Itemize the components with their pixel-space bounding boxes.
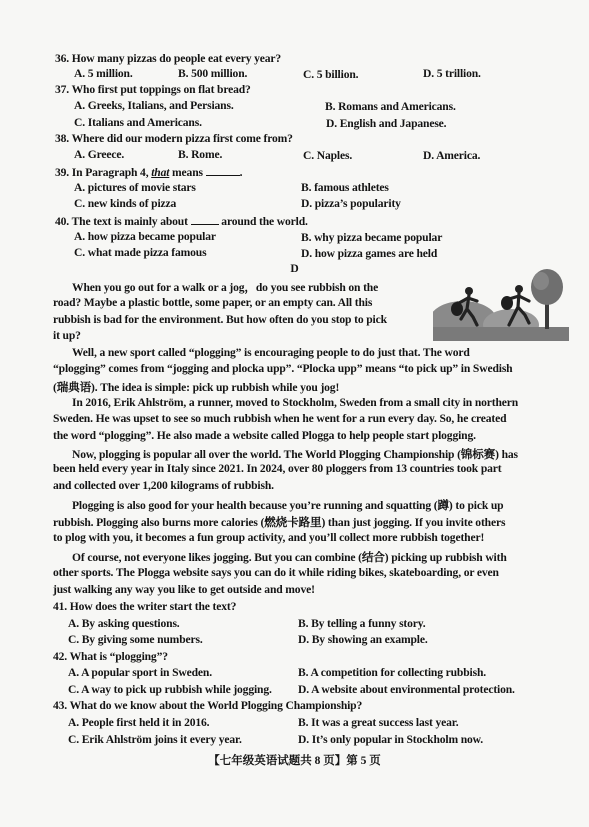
q39-stem-keyword: that [151, 166, 170, 179]
q42-option-b: B. A competition for collecting rubbish. [298, 666, 486, 679]
passage-line: it up? [53, 329, 81, 342]
passage-line: rubbish. Plogging also burns more calories (燃烧卡路里) than just jogging. If you invite others [53, 516, 506, 529]
q37-option-d: D. English and Japanese. [326, 117, 447, 130]
q43-option-d: D. It’s only popular in Stockholm now. [298, 733, 484, 746]
passage-line: just walking any way you like to get outside and move! [53, 583, 315, 596]
q39-option-a: A. pictures of movie stars [74, 181, 196, 194]
q43-option-c: C. Erik Ahlström joins it every year. [68, 733, 242, 746]
page-footer: 【七年级英语试题共 8 页】第 5 页 [208, 755, 381, 767]
q42-option-a: A. A popular sport in Sweden. [68, 666, 212, 679]
q41-option-b: B. By telling a funny story. [298, 617, 426, 630]
passage-line: (瑞典语). The idea is simple: pick up rubbish while you jog! [53, 381, 340, 394]
q40-stem [55, 214, 308, 228]
q37-option-a: A. Greeks, Italians, and Persians. [74, 99, 234, 112]
q43-stem: 43. What do we know about the World Plogging Championship? [53, 699, 363, 712]
q39-stem [55, 165, 242, 179]
passage-line: Of course, not everyone likes jogging. But you can combine (结合) picking up rubbish with [72, 551, 507, 564]
passage-line: Now, plogging is popular all over the world. The World Plogging Championship (锦标赛) has [72, 448, 518, 461]
q40-stem-text-2: around the world. [218, 215, 308, 228]
q40-option-a: A. how pizza became popular [74, 230, 216, 243]
passage-line: In 2016, Erik Ahlström, a runner, moved to Stockholm, Sweden from a small city in northern [72, 396, 519, 409]
q41-option-a: A. By asking questions. [68, 617, 180, 630]
q36-stem: 36. How many pizzas do people eat every year? [55, 52, 282, 65]
q39-option-c: C. new kinds of pizza [74, 197, 177, 210]
q39-option-d: D. pizza’s popularity [301, 197, 401, 210]
answer-blank [206, 165, 240, 176]
passage-line: Plogging is also good for your health because you’re running and squatting (蹲) to pick up [72, 499, 504, 512]
q37-stem: 37. Who first put toppings on flat bread? [55, 83, 251, 96]
q38-option-a: A. Greece. [74, 148, 125, 161]
passage-line: “plogging” comes from “jogging and plocka upp”. “Plocka upp” means “to pick up” in Swedish [53, 362, 513, 375]
q43-option-b: B. It was a great success last year. [298, 716, 459, 729]
passage-line: been held every year in Italy since 2021. In 2024, over 80 ploggers from 13 countries took part [53, 462, 502, 475]
ploggers-illustration [433, 267, 569, 341]
q39-stem-end: . [239, 166, 243, 179]
q40-option-c: C. what made pizza famous [74, 246, 207, 259]
q41-option-d: D. By showing an example. [298, 633, 428, 646]
passage-line: other sports. The Plogga website says you can do it while riding bikes, skateboarding, or even [53, 566, 499, 579]
q38-option-b: B. Rome. [178, 148, 223, 161]
passage-line: rubbish is bad for the environment. But how often do you stop to pick [53, 313, 387, 326]
passage-line: road? Maybe a plastic bottle, some paper, or an empty can. All this [53, 296, 373, 309]
q42-stem: 42. What is “plogging”? [53, 650, 168, 663]
q40-stem-text: 40. The text is mainly about [55, 215, 191, 228]
q38-option-d: D. America. [423, 149, 481, 162]
q36-option-b: B. 500 million. [178, 67, 248, 80]
section-label: D [290, 262, 299, 275]
answer-blank [191, 214, 219, 225]
passage-line: Well, a new sport called “plogging” is encouraging people to do just that. The word [72, 346, 470, 359]
q36-option-d: D. 5 trillion. [423, 67, 481, 80]
passage-line: to plog with you, it becomes a fun group activity, and you’ll collect more rubbish together! [53, 531, 485, 544]
q36-option-a: A. 5 million. [74, 67, 133, 80]
passage-line: and collected over 1,200 kilograms of rubbish. [53, 479, 274, 492]
q40-option-b: B. why pizza became popular [301, 231, 443, 244]
q36-option-c: C. 5 billion. [303, 68, 359, 81]
q39-stem-text: 39. In Paragraph 4, [55, 166, 152, 179]
q42-option-c: C. A way to pick up rubbish while jogging. [68, 683, 272, 696]
q40-option-d: D. how pizza games are held [301, 247, 438, 260]
q39-stem-text-2: means [169, 166, 206, 179]
passage-line: the word “plogging”. He also made a website called Plogga to help people start plogging. [53, 429, 476, 442]
q43-option-a: A. People first held it in 2016. [68, 716, 210, 729]
passage-line: When you go out for a walk or a jog，do you see rubbish on the [72, 281, 379, 294]
q38-stem: 38. Where did our modern pizza first come from? [55, 132, 293, 145]
passage-line: Sweden. He was upset to see so much rubbish when he went for a run every day. So, he created [53, 412, 507, 425]
q41-stem: 41. How does the writer start the text? [53, 600, 237, 613]
q41-option-c: C. By giving some numbers. [68, 633, 203, 646]
q38-option-c: C. Naples. [303, 149, 353, 162]
q37-option-c: C. Italians and Americans. [74, 116, 202, 129]
q42-option-d: D. A website about environmental protection. [298, 683, 515, 696]
q37-option-b: B. Romans and Americans. [325, 100, 456, 113]
q39-option-b: B. famous athletes [301, 181, 389, 194]
